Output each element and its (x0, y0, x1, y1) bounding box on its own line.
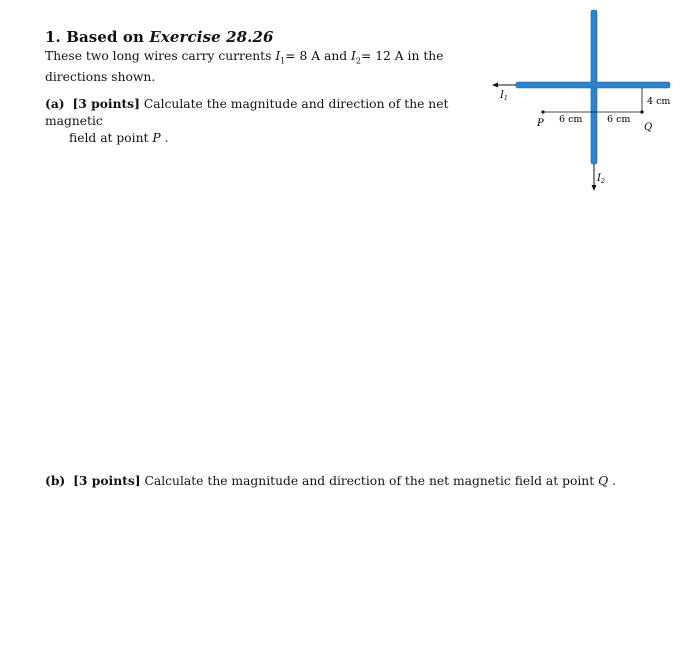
intro-text: These two long wires carry currents (45, 49, 272, 63)
dist-q-label: 6 cm (607, 114, 631, 125)
dist-vertical-label: 4 cm (647, 96, 671, 107)
part-a-points: [3 points] (72, 96, 140, 111)
i1-subscript: 1 (280, 56, 286, 66)
wire-diagram (488, 6, 678, 198)
problem-number: 1. (45, 28, 61, 46)
point-p-dot (541, 110, 544, 113)
label-q: Q (644, 122, 653, 133)
part-b-label: (b) (45, 473, 66, 488)
problem-heading (45, 28, 274, 46)
i2-symbol: I (351, 49, 356, 63)
wire-diagram-svg (488, 6, 678, 198)
part-b-text: Calculate the magnitude and direction of the net magnetic field at point (144, 474, 595, 488)
label-i1: $I_1$ (500, 90, 508, 102)
part-b-end: . (612, 474, 617, 488)
part-a-point: P (152, 131, 161, 145)
i2-subscript: 2 (355, 56, 361, 66)
label-p: P (537, 118, 544, 129)
i2-value: = 12 A in the directions shown. (45, 49, 444, 85)
part-a-question (45, 95, 475, 147)
i1-arrow-icon (492, 83, 498, 88)
part-a-end: . (164, 131, 169, 145)
part-b-point: Q (598, 474, 609, 488)
problem-title-plain: Based on (66, 28, 144, 46)
problem-intro (45, 48, 475, 86)
part-a-text-2: field at point (69, 131, 149, 145)
dist-p-label: 6 cm (559, 114, 583, 125)
part-a-continuation (45, 130, 475, 147)
problem-title-italic: Exercise 28.26 (149, 28, 274, 46)
part-a-label: (a) (45, 96, 65, 111)
i2-arrow-icon (592, 185, 597, 191)
label-i2: $I_2$ (597, 173, 605, 185)
i1-value: = 8 A and (285, 49, 348, 63)
i1-symbol: I (275, 49, 281, 63)
part-b-points: [3 points] (73, 473, 141, 488)
horizontal-wire (516, 82, 670, 88)
part-b-question (45, 472, 645, 490)
part-a-text: Calculate the magnitude and direction of the net magnetic (45, 97, 449, 128)
